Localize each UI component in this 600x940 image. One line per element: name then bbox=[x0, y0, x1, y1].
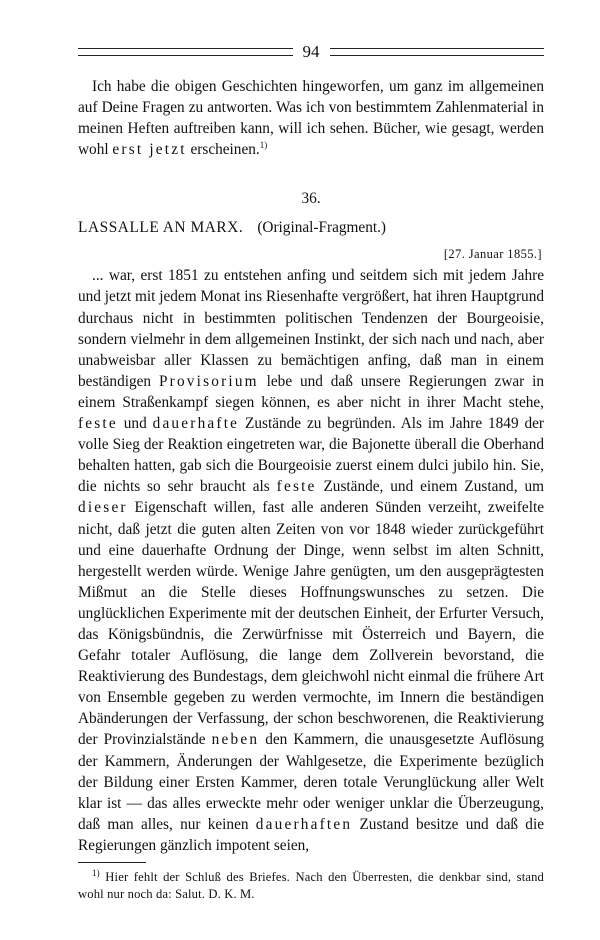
letter-note: (Original-Fragment.) bbox=[257, 219, 387, 237]
body-text-1: ... war, erst 1851 zu entstehen anfing und seitdem sich mit jedem Jahre und jetzt mit jedem Monat ins Riesenhafte vergrößert, hat ihren Hauptgrund durchaus nicht in bestimmten politischen Tendenzen der Bourgeoisie, sondern vielmehr in dem allgemeinen Instinkt, der sich nach und nach, aber unabweisbar aller Klassen zu bemächtigen anfing, daß man in einem beständigen bbox=[78, 267, 544, 390]
body-spaced-5: dieser bbox=[78, 499, 128, 517]
body-spaced-6: neben bbox=[211, 731, 260, 749]
intro-paragraph bbox=[78, 76, 544, 160]
body-text-7: den Kammern, die unausgesetzte Auflösung der Kammern, Änderungen der Wahlgesetze, die Experimente bezüglich der Bildung einer Ersten Kammer, deren totale Verunglückung aller Welt klar ist — das alles erweckte mehr oder weniger unklar die Überzeugung, daß man alles, nur keinen bbox=[78, 731, 544, 833]
letter-date: [27. Januar 1855.] bbox=[443, 247, 542, 262]
letter-title: LASSALLE AN MARX. bbox=[78, 219, 244, 237]
header-rule-right bbox=[330, 48, 545, 56]
body-text-3: und bbox=[117, 415, 153, 433]
letter-heading bbox=[78, 217, 544, 238]
page-number: 94 bbox=[302, 41, 320, 61]
footnote-divider bbox=[78, 862, 146, 863]
body-text-8: Zustand besitze und daß die Regierungen gänzlich impotent seien, bbox=[78, 815, 544, 854]
body-text-5: Zustände, und einem Zustand, um bbox=[316, 478, 544, 496]
footnote-marker: 1) bbox=[92, 867, 100, 878]
footnote-text: Hier fehlt der Schluß des Briefes. Nach den Überresten, die denkbar sind, stand wohl nur noch da: Salut. D. K. M. bbox=[78, 870, 544, 901]
intro-spaced-text: erst jetzt bbox=[112, 141, 187, 159]
body-text-2: lebe und daß unsere Regierungen zwar in einem Straßenkampf siegen können, es aber nicht in ihrer Macht stehe, bbox=[78, 372, 545, 411]
body-text-4: Zustände zu begründen. Als im Jahre 1849 der volle Sieg der Reaktion eingetreten war, die Bajonette überall die Oberhand behalten hatten, gab sich die Bourgeoisie zuerst einem dulci jubilo hin. Sie, die nichts so sehr braucht als bbox=[78, 415, 544, 496]
body-spaced-2: feste bbox=[78, 415, 118, 433]
footnote bbox=[78, 869, 544, 903]
body-spaced-1: Provisorium bbox=[158, 372, 259, 390]
page-header bbox=[78, 38, 544, 64]
book-page bbox=[78, 38, 544, 918]
intro-text: Ich habe die obigen Geschichten hingeworfen, um ganz im allgemeinen auf Deine Fragen zu antworten. Was ich von bestimmtem Zahlenmaterial in meinen Heften auftreiben kann, will ich sehen. Bücher, wie gesagt, werden wohl bbox=[78, 78, 544, 159]
footnote-reference: 1) bbox=[259, 140, 268, 151]
body-text-6: Eigenschaft willen, fast alle anderen Sünden verzeiht, zweifelte nicht, daß jetzt die guten alten Zeiten von vor 1848 wieder zurückgeführt und eine dauerhafte Ordnung der Dinge, wenn selbst im alten Schnitt, hergestellt werden würde. Wenige Jahre genügten, um den ausgeprägtesten Mißmut an die Stelle dieses Hoffnungswunsches zu setzen. Die unglücklichen Experimente mit der deutschen Einheit, der Erfurter Versuch, das Königsbündnis, die Zerwürfnisse mit Österreich und Bayern, die Gefahr totaler Auflösung, die lange dem Zollverein bevorstand, die Reaktivierung des Bundestags, dem gleichwohl nicht einmal die frühere Art von Ensemble gegeben zu werden vermochte, im Innern die beständigen Abänderungen der Verfassung, der schon beschworenen, die Reaktivierung der Provinzialstände bbox=[78, 499, 544, 749]
intro-tail: erscheinen. bbox=[186, 141, 260, 159]
header-rule-left bbox=[78, 48, 293, 56]
body-spaced-7: dauerhaften bbox=[255, 815, 353, 833]
letter-body bbox=[78, 265, 544, 856]
body-spaced-3: dauerhafte bbox=[152, 415, 240, 433]
body-spaced-4: feste bbox=[276, 478, 317, 496]
letter-number: 36. bbox=[301, 190, 321, 208]
